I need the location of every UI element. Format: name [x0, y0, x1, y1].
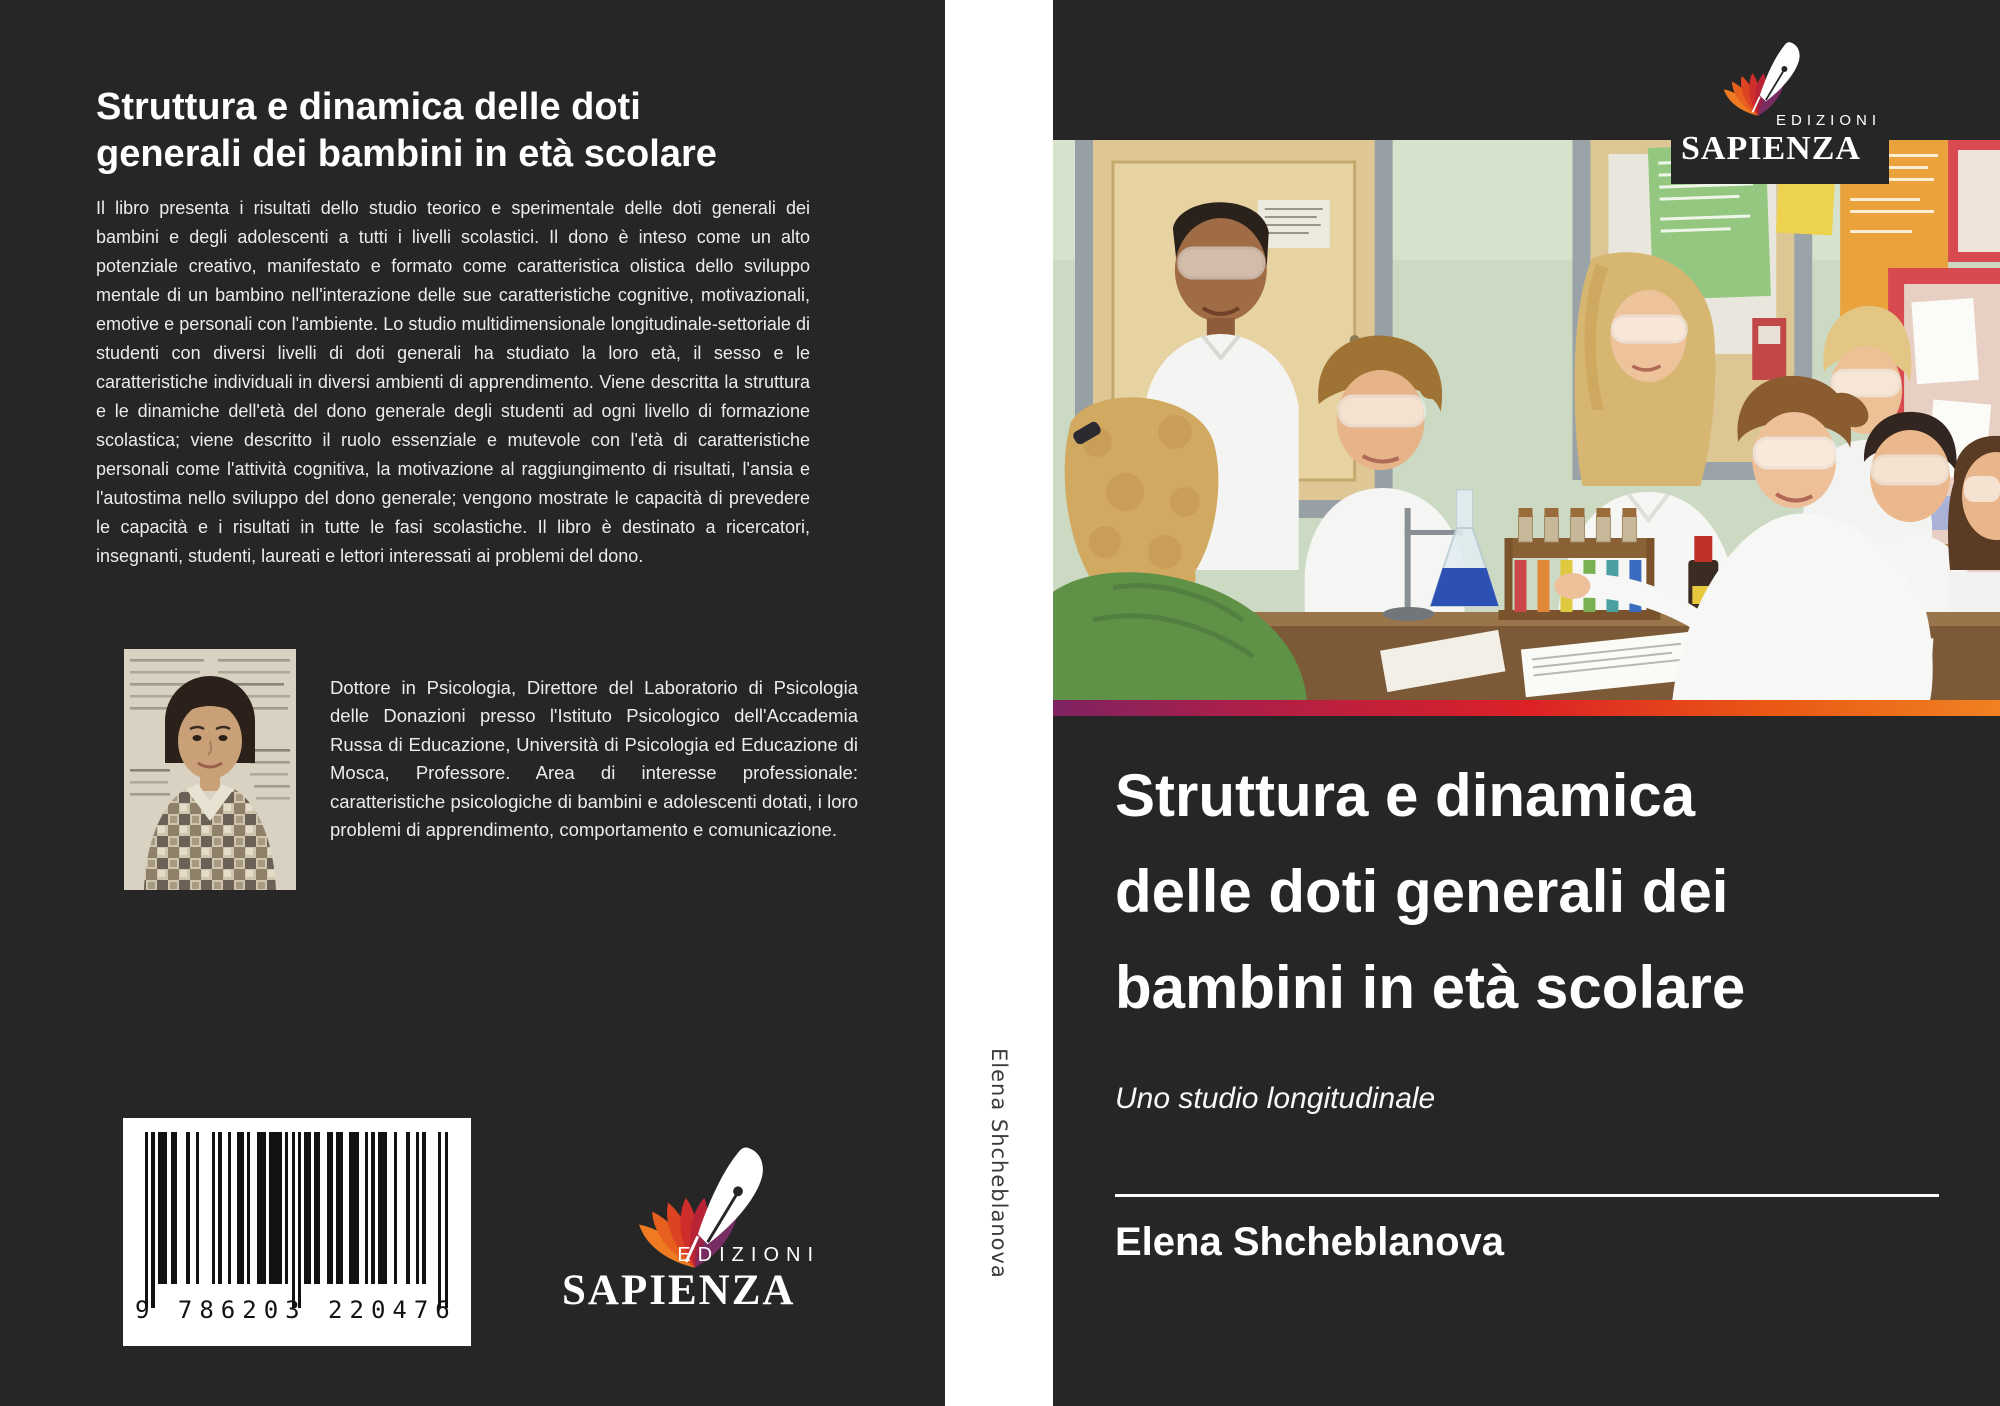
author-photo [124, 649, 296, 890]
accent-gradient-bar [1053, 700, 2000, 716]
barcode-bars [145, 1132, 448, 1308]
front-cover-title [1115, 748, 1955, 1036]
fan-pen-icon [1695, 38, 1815, 118]
spine-author-text: Elena Shcheblanova [987, 1048, 1011, 1279]
publisher-name-sapienza: SAPIENZA [562, 1267, 796, 1314]
front-title-line: delle doti generali dei [1115, 858, 1729, 925]
spine [945, 0, 1053, 1406]
back-cover-description: Il libro presenta i risultati dello studio teorico e sperimentale delle doti generali dei bambini e degli adolescenti a tutti i livelli scolastici. Il dono è inteso come un alto potenziale creativo, manifestato e formato come caratteristica olistica dello sviluppo mentale di un bambino nell'interazione delle sue caratteristiche cognitive, motivazionali, emotive e personali con l'ambiente. Lo studio multidimensionale longitudinale-settoriale di studenti con diversi livelli di doti generali ha studiato la loro età, il sesso e le caratteristiche individuali in diversi ambienti di apprendimento. Viene descritta la struttura e le dinamiche dell'età del dono generale degli studenti ad ogni livello di formazione scolastica; viene descritto il ruolo essenziale e mutevole con l'età di caratteristiche personali come l'attività cognitiva, la motivazione al raggiungimento di risultati, l'ansia e l'autostima nello sviluppo del dono generale; vengono mostrate le capacità di prevedere le capacità e i risultati in tutte le fasi scolastiche. Il libro è destinato a ricercatori, insegnanti, studenti, laureati e lettori interessati ai problemi del dono. [96, 198, 810, 566]
front-title-line: Struttura e dinamica [1115, 762, 1696, 829]
publisher-name-sapienza: SAPIENZA [1681, 130, 1861, 167]
front-title-line: bambini in età scolare [1115, 954, 1746, 1021]
publisher-logo-front [1671, 0, 1889, 184]
back-cover-title [96, 84, 756, 178]
front-cover-subtitle: Uno studio longitudinale [1115, 1082, 1436, 1115]
cover-photo-frame [1053, 140, 2000, 700]
front-cover-author: Elena Shcheblanova [1115, 1220, 1505, 1264]
barcode [123, 1118, 471, 1346]
back-title-line: generali dei bambini in età scolare [96, 133, 717, 175]
author-divider-line [1115, 1194, 1939, 1197]
classroom-photo [1053, 140, 2000, 700]
publisher-logo-back [556, 1142, 824, 1324]
back-title-line: Struttura e dinamica delle doti [96, 86, 641, 128]
publisher-name-edizioni: EDIZIONI [677, 1244, 820, 1266]
barcode-digits: 9 786203 220476 [135, 1296, 457, 1324]
publisher-name-edizioni: EDIZIONI [1775, 112, 1881, 129]
author-bio-text: Dottore in Psicologia, Direttore del Laboratorio di Psicologia delle Donazioni presso l'Istituto Psicologico dell'Accademia Russa di Educazione, Università di Psicologia ed Educazione di Mosca, Professore. Area di interesse professionale: caratteristiche psicologiche di bambini e adolescenti dotati, i loro problemi di apprendimento, comportamento e comunicazione. [330, 676, 858, 840]
